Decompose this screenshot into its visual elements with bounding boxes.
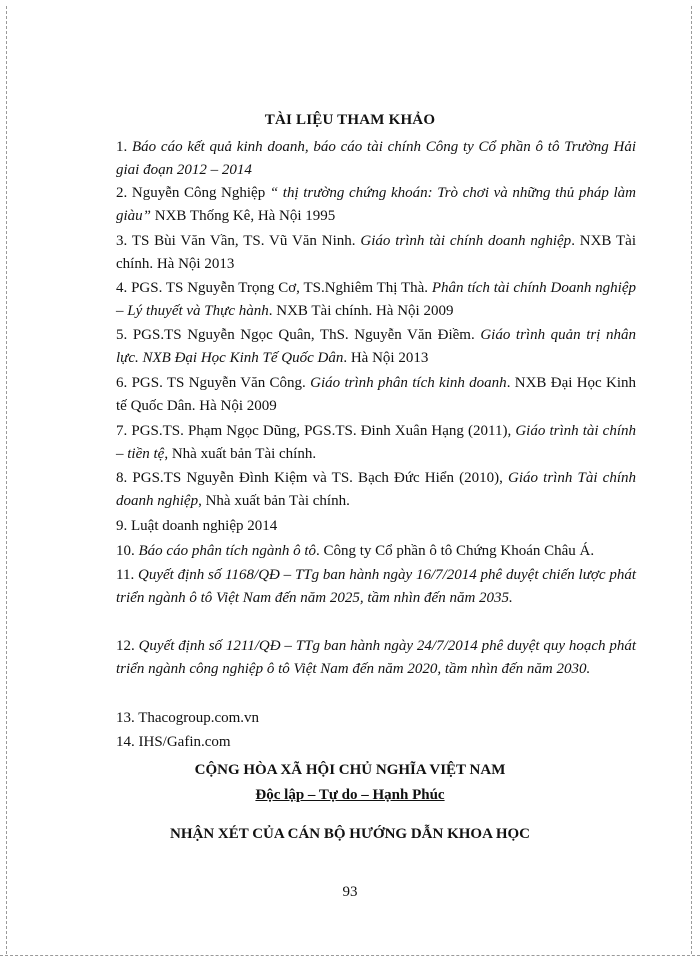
reference-text [116,567,636,606]
reference-plain-text: PGS. TS Nguyễn Văn Công. [131,375,311,391]
motto-text: Độc lập – Tự do – Hạnh Phúc [255,787,445,803]
reference-plain-text: NXB Thống Kê, Hà Nội 1995 [151,208,336,224]
reference-plain-text: PGS. TS Nguyễn Trọng Cơ, TS.Nghiêm Thị Thà. [131,280,432,296]
reference-plain-text: Thacogroup.com.vn [138,710,260,726]
reference-item [116,635,636,681]
reference-item [116,515,636,538]
reference-item [116,540,636,563]
reference-text [116,280,636,319]
reference-number: 3. [116,233,128,249]
republic-heading: CỘNG HÒA XÃ HỘI CHỦ NGHĨA VIỆT NAM [194,762,506,778]
reference-plain-text: PGS.TS Nguyễn Ngọc Quân, ThS. Nguyễn Văn Điềm. [132,327,481,343]
reference-plain-text: PGS.TS Nguyễn Đình Kiệm và TS. Bạch Đức Hiển (2010), [132,470,509,486]
reference-number: 2. [116,185,128,201]
reference-number: 11. [116,567,135,583]
reference-plain-text: . NXB Tài chính. Hà Nội 2009 [268,303,454,319]
reference-text [116,139,636,178]
reference-italic-text: Giáo trình tài chính – tiền tệ [116,423,637,462]
reference-item [116,707,636,730]
reference-item [116,277,636,323]
reference-text [131,518,277,534]
reference-italic-text: Báo cáo kết quả kinh doanh, báo cáo tài chính Công ty Cổ phần ô tô Trường Hải giai đoạn 2012 – 2014 [116,139,636,178]
reference-plain-text: . NXB Đại Học Kinh tế Quốc Dân. Hà Nội 2009 [116,375,637,414]
reference-number: 14. [116,734,135,750]
reference-number: 10. [116,543,135,559]
page-number: 93 [342,884,358,900]
reference-text [116,375,636,414]
reference-item [116,420,636,466]
reference-plain-text: , Nhà xuất bản Tài chính. [164,446,317,462]
reference-text [116,233,636,272]
motto [0,787,700,804]
reference-italic-text: Phân tích tài chính Doanh nghiệp – Lý thuyết và Thực hành [116,280,636,319]
reference-number: 6. [116,375,128,391]
reference-plain-text: , Nhà xuất bản Tài chính. [198,493,350,509]
reference-number: 12. [116,638,135,654]
reference-italic-text: Giáo trình Tài chính doanh nghiệp [116,470,636,509]
reference-item [116,467,636,513]
references-title: TÀI LIỆU THAM KHẢO [264,112,436,128]
reference-item [116,324,636,370]
reference-italic-text: Giáo trình phân tích kinh doanh [310,375,507,391]
page-bottom-divider [0,955,700,956]
reference-text [116,638,636,677]
reference-item [116,564,636,610]
reference-plain-text: . Công ty Cổ phần ô tô Chứng Khoán Châu Á. [315,543,595,559]
reference-italic-text: Báo cáo phân tích ngành ô tô [138,543,316,559]
reference-plain-text: TS Bùi Văn Vần, TS. Vũ Văn Ninh. [131,233,361,249]
reference-number: 13. [116,710,135,726]
reference-italic-text: Quyết định số 1168/QĐ – TTg ban hành ngày 16/7/2014 phê duyệt chiến lược phát triển ngành ô tô Việt Nam đến năm 2025, tầm nhìn đến năm 2035. [116,567,637,606]
reference-italic-text: Giáo trình quản trị nhân lực. NXB Đại Học Kinh Tế Quốc Dân [116,327,637,366]
reference-text [116,185,636,224]
reference-number: 8. [116,470,128,486]
reference-item [116,731,636,754]
reference-plain-text: . NXB Tài chính. Hà Nội 2013 [116,233,636,272]
reference-plain-text: Nguyễn Công Nghiệp [131,185,270,201]
reference-italic-text: Quyết định số 1211/QĐ – TTg ban hành ngày 24/7/2014 phê duyệt quy hoạch phát triển ngành công nghiệp ô tô Việt Nam đến năm 2020, tầm nhìn đến năm 2030. [116,638,636,677]
reference-item [116,372,636,418]
reference-text [116,423,636,462]
reference-italic-text: Giáo trình tài chính doanh nghiệp [360,233,572,249]
reference-plain-text: Luật doanh nghiệp 2014 [131,518,278,534]
section-heading: NHẬN XÉT CỦA CÁN BỘ HƯỚNG DẪN KHOA HỌC [169,826,531,842]
reference-plain-text: . Hà Nội 2013 [343,350,429,366]
reference-item [116,182,636,228]
reference-number: 7. [116,423,128,439]
reference-text [116,327,636,366]
reference-number: 4. [116,280,128,296]
reference-number: 9. [116,518,128,534]
reference-item [116,230,636,276]
reference-text [138,710,259,726]
reference-italic-text: “ thị trường chứng khoán: Trò chơi và những thủ pháp làm giàu” [116,185,637,224]
reference-item [116,136,636,182]
reference-text [139,734,231,750]
reference-plain-text: IHS/Gafin.com [138,734,231,750]
reference-plain-text: PGS.TS. Phạm Ngọc Dũng, PGS.TS. Đinh Xuân Hạng (2011), [131,423,516,439]
reference-text [116,470,636,509]
reference-number: 1. [116,139,128,155]
reference-text [139,543,595,559]
reference-number: 5. [116,327,128,343]
